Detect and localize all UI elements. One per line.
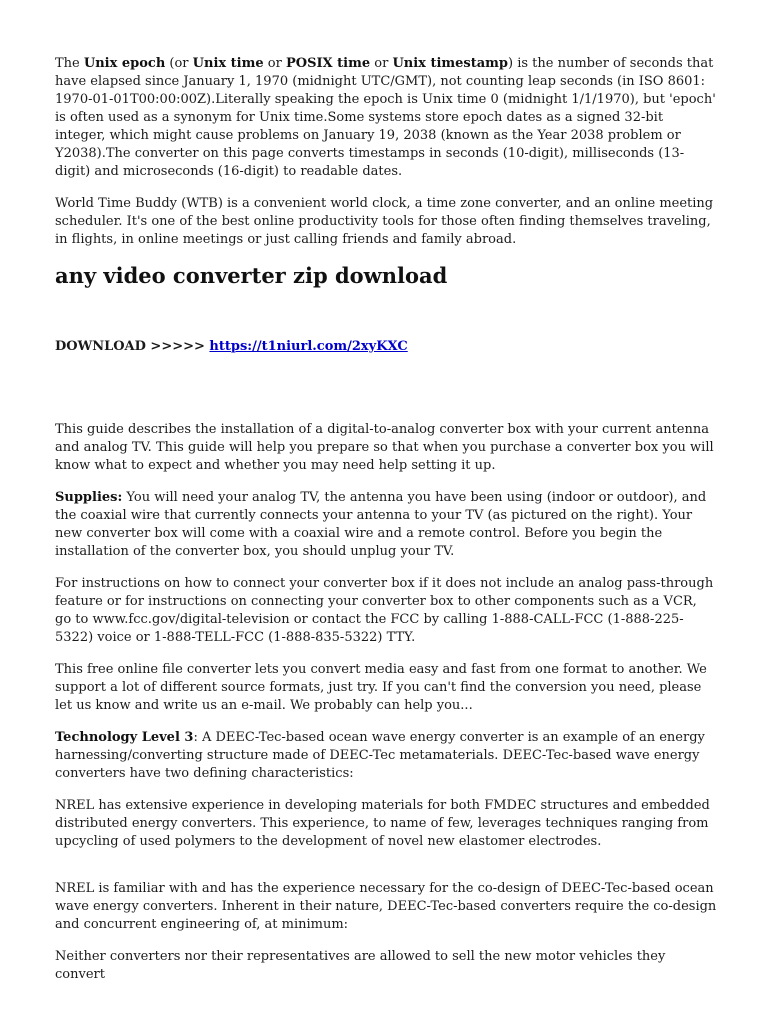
paragraph-file-converter: This free online file converter lets you convert media easy and fast from one format to another. We support a lot of different source formats, just try. If you can't find the conversion you need, please let us know and write us an e-mail. We probably can help you... bbox=[55, 662, 707, 713]
text: : A DEEC-Tec-based ocean wave energy converter is an example of an energy harnessing/converting structure made of DEEC-Tec metamaterials. DEEC-Tec-based wave energy converters have two defining characteristics: bbox=[55, 730, 705, 781]
paragraph-supplies bbox=[55, 489, 717, 561]
page-heading: any video converter zip download bbox=[55, 263, 448, 288]
term-unix-time: Unix time bbox=[192, 56, 264, 71]
download-label: DOWNLOAD >>>>> bbox=[55, 339, 210, 354]
label-technology-level: Technology Level 3 bbox=[55, 730, 194, 745]
text: or bbox=[263, 56, 286, 71]
download-line bbox=[55, 338, 408, 356]
paragraph-unix-epoch bbox=[55, 55, 717, 181]
term-unix-epoch: Unix epoch bbox=[83, 56, 166, 71]
download-link[interactable]: https://t1niurl.com/2xyKXC bbox=[209, 339, 408, 354]
paragraph-nrel-materials: NREL has extensive experience in developing materials for both FMDEC structures and embedded distributed energy converters. This experience, to name of few, leverages techniques ranging from upcycling of used polymers to the development of novel new elastomer electrodes. bbox=[55, 798, 710, 849]
paragraph-converters-representatives: Neither converters nor their representatives are allowed to sell the new motor vehicles they convert bbox=[55, 949, 666, 982]
text: (or bbox=[165, 56, 193, 71]
paragraph-instructions: For instructions on how to connect your converter box if it does not include an analog pass-through feature or for instructions on connecting your converter box to other components such as a VCR, go to www.fcc.gov/digital-television or contact the FCC by calling 1-888-CALL-FCC (1-888-225-5322) voice or 1-888-TELL-FCC (1-888-835-5322) TTY. bbox=[55, 576, 714, 645]
paragraph-world-time-buddy: World Time Buddy (WTB) is a convenient world clock, a time zone converter, and an online meeting scheduler. It's one of the best online productivity tools for those often finding themselves traveling, in flights, in online meetings or just calling friends and family abroad. bbox=[55, 196, 714, 247]
term-unix-timestamp: Unix timestamp bbox=[392, 56, 509, 71]
text: or bbox=[370, 56, 393, 71]
label-supplies: Supplies: bbox=[55, 490, 123, 505]
paragraph-converter-guide: This guide describes the installation of a digital-to-analog converter box with your current antenna and analog TV. This guide will help you prepare so that when you purchase a converter box you will know what to expect and whether you may need help setting it up. bbox=[55, 422, 714, 473]
text: The bbox=[55, 56, 84, 71]
paragraph-technology-level bbox=[55, 729, 717, 783]
paragraph-nrel-codesign: NREL is familiar with and has the experience necessary for the co-design of DEEC-Tec-based ocean wave energy converters. Inherent in their nature, DEEC-Tec-based converters require the co-design and concurrent engineering of, at minimum: bbox=[55, 881, 717, 932]
term-posix-time: POSIX time bbox=[285, 56, 371, 71]
text: ) is the number of seconds that have elapsed since January 1, 1970 (midnight UTC/GMT), not counting leap seconds (in ISO 8601: 1970-01-01T00:00:00Z).Literally speaking the epoch is Unix time 0 (midnight 1/1/1970), but 'epoch' is often used as a synonym for Unix time.Some systems store epoch dates as a signed 32-bit integer, which might cause problems on January 19, 2038 (known as the Year 2038 problem or Y2038).The converter on this page converts timestamps in seconds (10-digit), milliseconds (13-digit) and microseconds (16-digit) to readable dates. bbox=[55, 56, 716, 179]
text: You will need your analog TV, the antenna you have been using (indoor or outdoor), and the coaxial wire that currently connects your antenna to your TV (as pictured on the right). Your new converter box will come with a coaxial wire and a remote control. Before you begin the installation of the converter box, you should unplug your TV. bbox=[55, 490, 707, 559]
